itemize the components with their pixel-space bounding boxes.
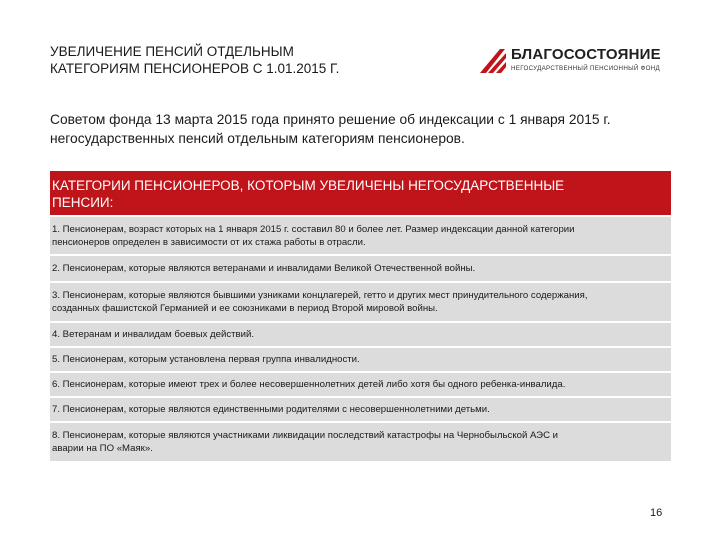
logo-mark-icon bbox=[478, 45, 508, 75]
categories-table bbox=[50, 171, 671, 461]
logo-name: БЛАГОСОСТОЯНИЕ bbox=[511, 46, 661, 63]
table-row bbox=[50, 256, 671, 281]
brand-logo bbox=[478, 45, 678, 77]
table-row bbox=[50, 283, 671, 321]
table-row bbox=[50, 398, 671, 421]
table-header bbox=[50, 171, 671, 215]
row-text: пенсионеров определен в зависимости от их стажа работы в отрасли. bbox=[52, 236, 366, 248]
table-row bbox=[50, 323, 671, 346]
row-text: созданных фашистской Германией и ее союзниками в период Второй мировой войны. bbox=[52, 303, 438, 314]
intro-line-2: негосударственных пенсий отдельным категориям пенсионеров. bbox=[50, 131, 465, 146]
intro-line-1: Советом фонда 13 марта 2015 года принято решение об индексации с 1 января 2015 г. bbox=[50, 112, 611, 127]
table-row bbox=[50, 348, 671, 371]
row-text: 4. Ветеранам и инвалидам боевых действий. bbox=[52, 329, 255, 340]
table-row bbox=[50, 423, 671, 461]
row-text: 1. Пенсионерам, возраст которых на 1 января 2015 г. составил 80 и более лет. Размер индексации данной категории bbox=[52, 223, 575, 235]
row-text: 8. Пенсионерам, которые являются участниками ликвидации последствий катастрофы на Чернобыльской АЭС и bbox=[52, 430, 559, 441]
row-text: 6. Пенсионерам, которые имеют трех и более несовершеннолетних детей либо хотя бы одного ребенка-инвалида. bbox=[52, 379, 566, 390]
title-line-1: УВЕЛИЧЕНИЕ ПЕНСИЙ ОТДЕЛЬНЫМ bbox=[50, 44, 294, 59]
row-text: 2. Пенсионерам, которые являются ветеранами и инвалидами Великой Отечественной войны. bbox=[52, 263, 476, 274]
page-number: 16 bbox=[650, 507, 663, 519]
row-text: аварии на ПО «Маяк». bbox=[52, 443, 153, 454]
row-text: 3. Пенсионерам, которые являются бывшими узниками концлагерей, гетто и других мест принудительного содержания, bbox=[52, 290, 588, 301]
slide-title bbox=[50, 43, 430, 77]
table-row bbox=[50, 373, 671, 396]
logo-tagline: НЕГОСУДАРСТВЕННЫЙ ПЕНСИОННЫЙ ФОНД bbox=[511, 65, 661, 72]
table-row bbox=[50, 217, 671, 254]
intro-paragraph bbox=[50, 110, 680, 148]
table-header-line-2: ПЕНСИИ: bbox=[52, 195, 114, 210]
title-line-2: КАТЕГОРИЯМ ПЕНСИОНЕРОВ С 1.01.2015 Г. bbox=[50, 61, 340, 76]
row-text: 7. Пенсионерам, которые являются единственными родителями с несовершеннолетними детьми. bbox=[52, 404, 490, 415]
row-text: 5. Пенсионерам, которым установлена первая группа инвалидности. bbox=[52, 354, 360, 365]
table-header-line-1: КАТЕГОРИИ ПЕНСИОНЕРОВ, КОТОРЫМ УВЕЛИЧЕНЫ НЕГОСУДАРСТВЕННЫЕ bbox=[52, 178, 565, 193]
